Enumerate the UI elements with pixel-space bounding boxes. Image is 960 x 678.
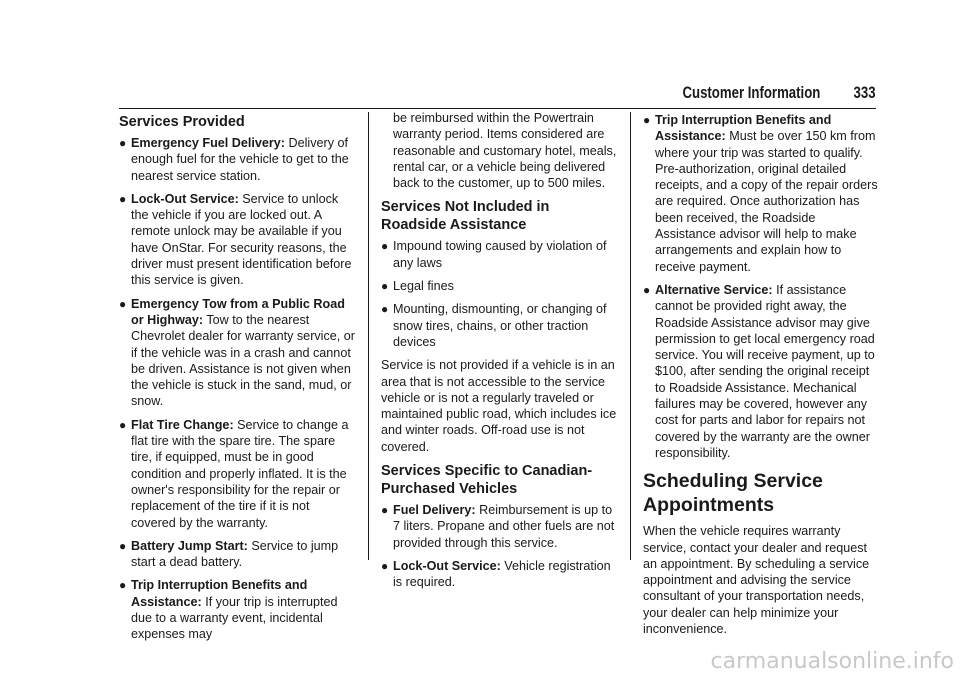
section-heading-scheduling: Scheduling Service Appointments <box>643 470 823 517</box>
bullet-icon: ● <box>381 503 389 518</box>
watermark: carmanualsonline.info <box>710 649 954 674</box>
services-provided-list <box>119 135 355 643</box>
not-included-list <box>381 238 617 350</box>
list-item: ● Lock-Out Service: Vehicle registration is required. <box>381 558 611 590</box>
bullet-icon: ● <box>381 302 389 317</box>
bullet-icon: ● <box>381 279 389 294</box>
canadian-services-list <box>381 502 617 590</box>
scheduling-paragraph: When the vehicle requires warranty service, contact your dealer and request an appointment. By scheduling a service appointment and advising the service consultant of your transportation needs, your dealer can help minimize your inconvenience. <box>643 524 870 637</box>
section-heading-not-included: Services Not Included in Roadside Assistance <box>381 199 550 234</box>
list-item: ● Alternative Service: If assistance cannot be provided right away, the Roadside Assistance advisor may give permission to get local emergency road service. You will receive payment, up to $100, after sending the original receipt to Roadside Assistance. Mechanical failures may be covered, however any cost for parts and labor for repairs not covered by the warranty are the owner responsibility. <box>643 282 875 460</box>
header-title: Customer Information <box>682 84 820 102</box>
bullet-icon: ● <box>119 578 127 593</box>
header-rule <box>119 108 876 109</box>
column-2 <box>381 110 617 598</box>
list-item: ● Lock-Out Service: Service to unlock the vehicle if you are locked out. A remote unlock may be available if you have OnStar. For security reasons, the driver must present identification before this service is given. <box>119 191 352 288</box>
section-heading-services-provided: Services Provided <box>119 114 245 130</box>
list-item: ● Trip Interruption Benefits and Assistance: Must be over 150 km from where your trip was started to qualify. Pre-authorization, original detailed receipts, and a copy of the repair orders are required. Once authorization has been received, the Roadside Assistance advisor will help to make arrangements and explain how to receive payment. <box>643 113 878 274</box>
list-item: ● Trip Interruption Benefits and Assistance: If your trip is interrupted due to a warranty event, incidental expenses may <box>119 578 338 642</box>
bullet-icon: ● <box>643 113 651 127</box>
page-header <box>0 84 876 106</box>
list-item: ● Impound towing caused by violation of any laws <box>381 239 607 270</box>
continuation-text: be reimbursed within the Powertrain warranty period. Items considered are reasonable and customary hotel, meals, rental car, or a vehicle being delivered back to the customer, up to 500 miles. <box>393 111 617 191</box>
column-divider-1 <box>368 112 369 560</box>
list-item: ● Mounting, dismounting, or changing of snow tires, chains, or other traction devices <box>381 302 607 349</box>
column-divider-2 <box>630 112 631 560</box>
column-3 <box>643 110 879 644</box>
bullet-icon: ● <box>643 282 651 297</box>
list-item: ● Flat Tire Change: Service to change a flat tire with the spare tire. The spare tire, if equipped, must be in good condition and properly inflated. It is the owner's responsibility for the repair or replacement of the tire if it is not covered by the warranty. <box>119 417 349 530</box>
bullet-icon: ● <box>119 136 127 150</box>
page-number: 333 <box>853 84 876 102</box>
bullet-icon: ● <box>381 558 389 573</box>
canadian-services-list-continued <box>643 112 879 461</box>
list-item: ● Emergency Tow from a Public Road or Highway: Tow to the nearest Chevrolet dealer for warranty service, or if the vehicle was in a crash and cannot be driven. Assistance is not given when the vehicle is stuck in the sand, mud, or snow. <box>119 296 355 409</box>
bullet-icon: ● <box>119 538 127 553</box>
section-heading-canadian: Services Specific to Canadian-Purchased Vehicles <box>381 463 593 498</box>
bullet-icon: ● <box>381 239 389 254</box>
bullet-icon: ● <box>119 191 127 206</box>
column-1 <box>119 110 355 650</box>
bullet-icon: ● <box>119 296 127 311</box>
not-provided-paragraph: Service is not provided if a vehicle is in an area that is not accessible to the service vehicle or is not a regularly traveled or maintained public road, which includes ice and winter roads. Off-road use is not covered. <box>381 358 617 454</box>
list-item: ● Battery Jump Start: Service to jump start a dead battery. <box>119 538 339 570</box>
bullet-icon: ● <box>119 417 127 432</box>
list-item: ● Fuel Delivery: Reimbursement is up to 7 liters. Propane and other fuels are not provided through this service. <box>381 503 615 550</box>
list-item: ● Legal fines <box>381 279 454 294</box>
list-item: ● Emergency Fuel Delivery: Delivery of enough fuel for the vehicle to get to the nearest service station. <box>119 136 349 183</box>
